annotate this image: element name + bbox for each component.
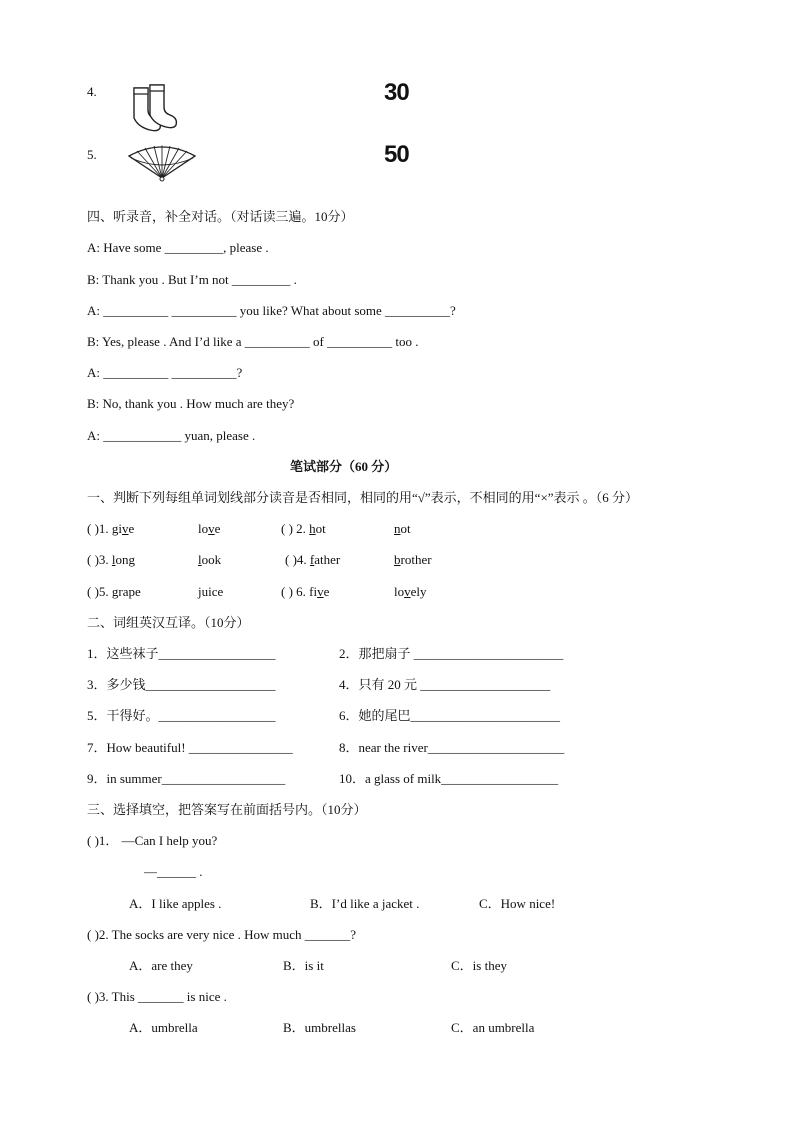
part3-title: 三、选择填空，把答案写在前面括号内。（10分） (87, 802, 367, 817)
mc-q3-option-b: B．umbrellas (283, 1020, 356, 1035)
dialogue-line-3: A: __________ __________ you like? What about some __________? (87, 303, 456, 318)
item5-number: 5. (87, 147, 97, 162)
translation-item-2: 2．那把扇子 _______________________ (339, 646, 564, 661)
mc-q1-option-c: C．How nice! (479, 896, 556, 911)
item4-number: 4. (87, 84, 97, 99)
translation-item-3: 3．多少钱____________________ (87, 677, 276, 692)
written-part-title: 笔试部分（60 分） (290, 459, 398, 474)
socks-icon (126, 82, 182, 132)
translation-item-5: 5．干得好。__________________ (87, 708, 276, 723)
item4-price: 30 (384, 79, 409, 106)
mc-q1-option-a: A．I like apples . (129, 896, 222, 911)
dialogue-line-7: A: ____________ yuan, please . (87, 428, 256, 443)
item5-price: 50 (384, 141, 409, 168)
part1-q5: ( )5. grape (87, 584, 141, 599)
part1-q6-word2: lovely (394, 584, 427, 599)
part1-q3-word2: look (198, 552, 222, 567)
part1-title: 一、判断下列每组单词划线部分读音是否相同，相同的用“√”表示，不相同的用“×”表示 。（6 分） (87, 490, 639, 505)
mc-q2-stem: ( )2. The socks are very nice . How much _______? (87, 927, 357, 942)
fan-icon (127, 144, 197, 184)
part1-q3: ( )3. long (87, 552, 136, 567)
part1-q2-word2: not (394, 521, 411, 536)
mc-q1-blank: —______ . (144, 864, 203, 879)
dialogue-line-1: A: Have some _________, please . (87, 240, 269, 255)
translation-item-8: 8．near the river_____________________ (339, 740, 565, 755)
section4-title: 四、听录音，补全对话。（对话读三遍。10分） (87, 209, 354, 224)
dialogue-line-2: B: Thank you . But I’m not _________ . (87, 272, 297, 287)
part1-q4-word2: brother (394, 552, 432, 567)
dialogue-line-4: B: Yes, please . And I’d like a __________ of __________ too . (87, 334, 419, 349)
part2-title: 二、词组英汉互译。（10分） (87, 615, 250, 630)
mc-q2-option-b: B．is it (283, 958, 324, 973)
part1-q5-word2: juice (198, 584, 224, 599)
translation-item-1: 1．这些袜子__________________ (87, 646, 276, 661)
mc-q1-stem: ( )1． —Can I help you? (87, 833, 218, 848)
part1-q4: ( )4. father (285, 552, 341, 567)
translation-item-10: 10．a glass of milk__________________ (339, 771, 559, 786)
mc-q3-option-a: A．umbrella (129, 1020, 198, 1035)
dialogue-line-5: A: __________ __________? (87, 365, 243, 380)
mc-q1-option-b: B．I’d like a jacket . (310, 896, 420, 911)
part1-q2: ( ) 2. hot (281, 521, 326, 536)
mc-q2-option-a: A．are they (129, 958, 193, 973)
dialogue-line-6: B: No, thank you . How much are they? (87, 396, 295, 411)
mc-q3-stem: ( )3. This _______ is nice . (87, 989, 227, 1004)
mc-q3-option-c: C．an umbrella (451, 1020, 535, 1035)
translation-item-4: 4．只有 20 元 ____________________ (339, 677, 551, 692)
part1-q1: ( )1. give (87, 521, 135, 536)
translation-item-6: 6．她的尾巴_______________________ (339, 708, 561, 723)
mc-q2-option-c: C．is they (451, 958, 507, 973)
translation-item-9: 9．in summer___________________ (87, 771, 286, 786)
part1-q1-word2: love (198, 521, 221, 536)
translation-item-7: 7．How beautiful! ________________ (87, 740, 293, 755)
part1-q6: ( ) 6. five (281, 584, 330, 599)
